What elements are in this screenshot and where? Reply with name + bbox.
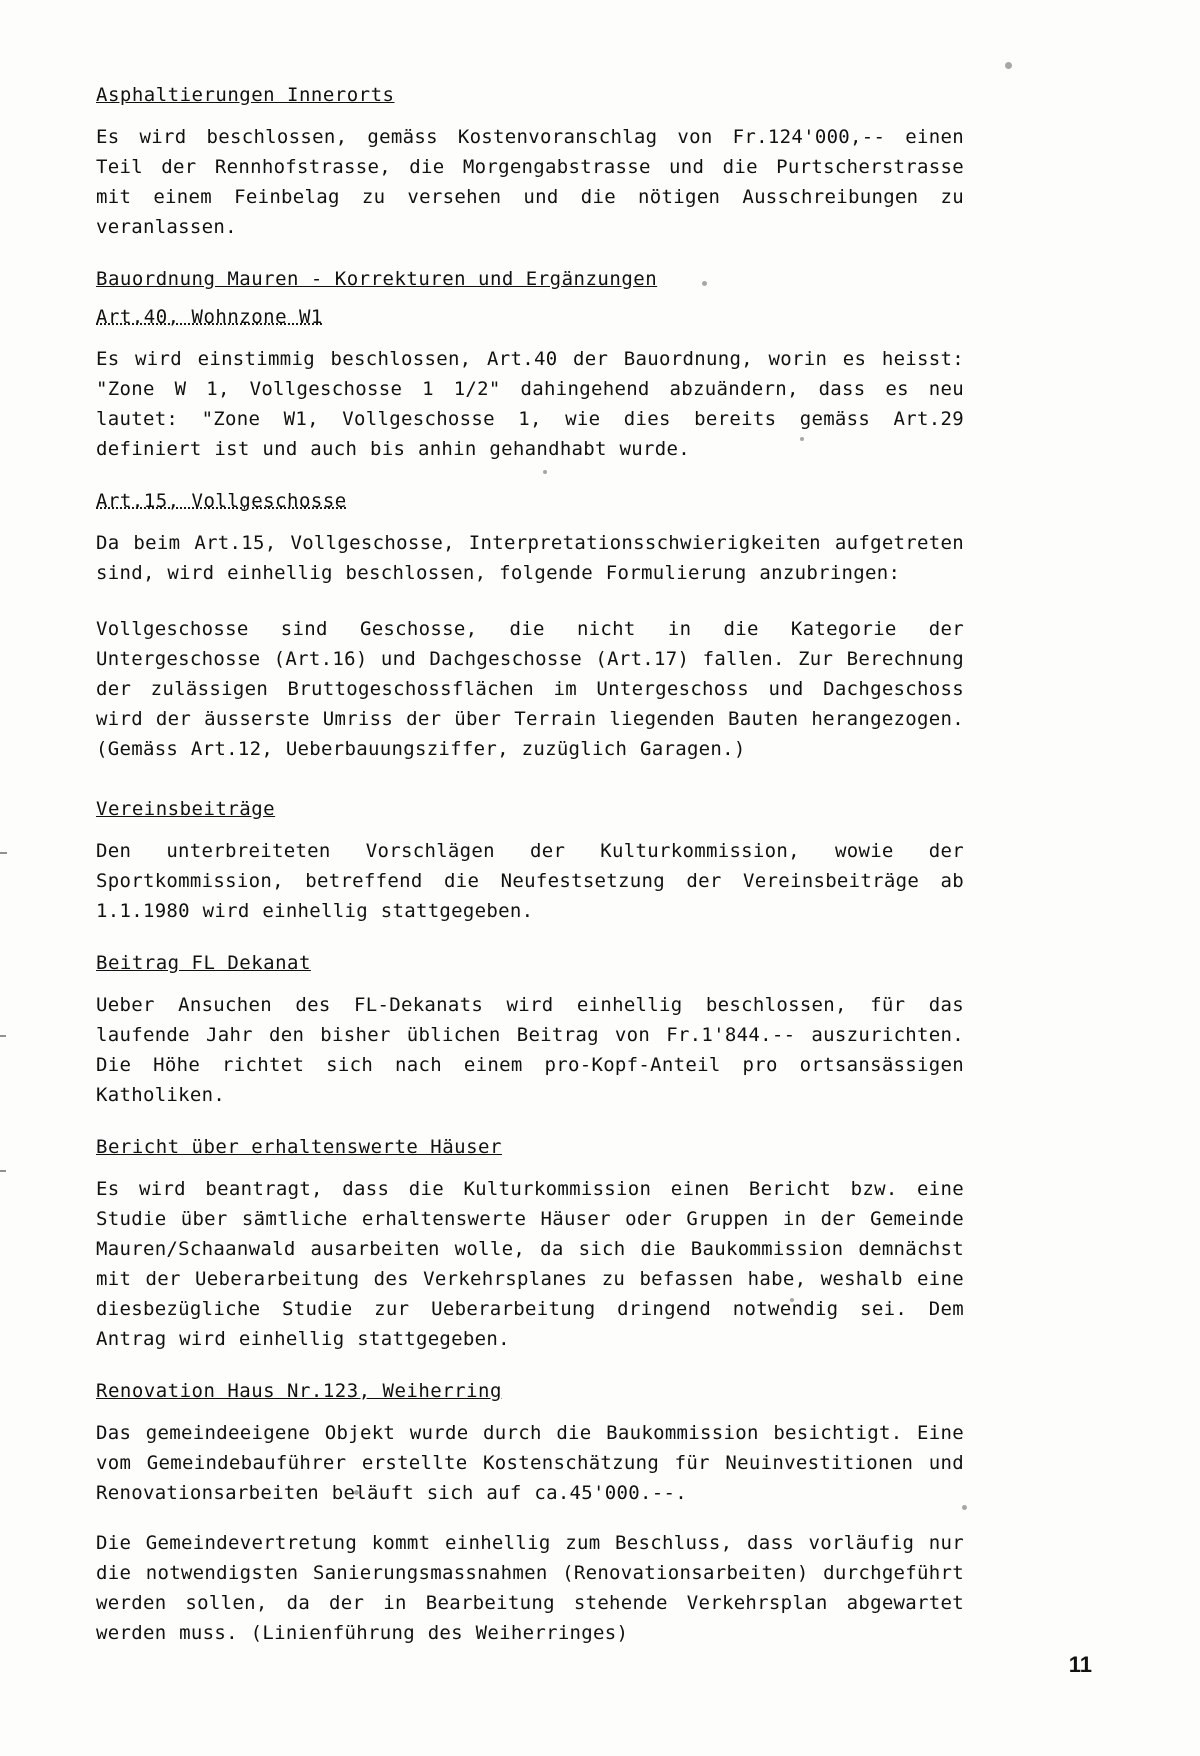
paragraph: Es wird einstimmig beschlossen, Art.40 der Bauordnung, worin es heisst: "Zone W 1, Vollgeschosse 1 1/2" dahingehend abzuändern, dass es neu lautet: "Zone W1, Vollgeschosse 1, wie dies bereits gemäss Art.29 definiert ist und auch bis anhin gehandhabt wurde. (96, 348, 964, 460)
section-heading-art15 (96, 490, 964, 512)
heading-text: Renovation Haus Nr.123, Weiherring (96, 1380, 502, 1402)
document-body (96, 84, 964, 1674)
section-heading-art40 (96, 306, 964, 328)
heading-text: Bauordnung Mauren - Korrekturen und Ergänzungen (96, 268, 658, 290)
heading-text: Art.40, Wohnzone W1 (96, 306, 323, 328)
section-heading-asphaltierungen (96, 84, 964, 106)
scan-edge-mark (0, 1035, 6, 1037)
scan-speck (1005, 62, 1012, 69)
paragraph: Das gemeindeeigene Objekt wurde durch die Baukommission besichtigt. Eine vom Gemeindebauführer erstellte Kostenschätzung für Neuinvestitionen und Renovationsarbeiten beläuft sich auf ca.45'000.--. (96, 1422, 964, 1504)
section-heading-renovation-haus-123 (96, 1380, 964, 1402)
paragraph: Es wird beschlossen, gemäss Kostenvoranschlag von Fr.124'000,-- einen Teil der Rennhofstrasse, die Morgengabstrasse und die Purtscherstrasse mit einem Feinbelag zu versehen und die nötigen Ausschreibungen zu veranlassen. (96, 126, 964, 238)
section-heading-beitrag-fl-dekanat (96, 952, 964, 974)
paragraph: Da beim Art.15, Vollgeschosse, Interpretationsschwierigkeiten aufgetreten sind, wird einhellig beschlossen, folgende Formulierung anzubringen: (96, 532, 964, 584)
heading-text: Bericht über erhaltenswerte Häuser (96, 1136, 502, 1158)
heading-text: Vereinsbeiträge (96, 798, 276, 820)
heading-text: Asphaltierungen Innerorts (96, 84, 395, 106)
page-number: 11 (1068, 1652, 1092, 1677)
heading-text: Beitrag FL Dekanat (96, 952, 311, 974)
paragraph: Es wird beantragt, dass die Kulturkommission einen Bericht bzw. eine Studie über sämtliche erhaltenswerte Häuser oder Gruppen in der Gemeinde Mauren/Schaanwald ausarbeiten wolle, da sich die Baukommission demnächst mit der Ueberarbeitung des Verkehrsplanes zu befassen habe, weshalb eine diesbezügliche Studie zur Ueberarbeitung dringend notwendig sei. Dem Antrag wird einhellig stattgegeben. (96, 1178, 964, 1350)
heading-text: Art.15, Vollgeschosse (96, 490, 347, 512)
paragraph: Den unterbreiteten Vorschlägen der Kulturkommission, wowie der Sportkommission, betreffend die Neufestsetzung der Vereinsbeiträge ab 1.1.1980 wird einhellig stattgegeben. (96, 840, 964, 922)
paragraph: Die Gemeindevertretung kommt einhellig zum Beschluss, dass vorläufig nur die notwendigsten Sanierungsmassnahmen (Renovationsarbeiten) durchgeführt werden sollen, da der in Bearbeitung stehende Verkehrsplan abgewartet werden muss. (Linienführung des Weiherringes) (96, 1532, 964, 1644)
section-heading-bauordnung (96, 268, 964, 290)
section-heading-vereinsbeitraege (96, 798, 964, 820)
section-heading-bericht-haeuser (96, 1136, 964, 1158)
paragraph: Vollgeschosse sind Geschosse, die nicht in die Kategorie der Untergeschosse (Art.16) und Dachgeschosse (Art.17) fallen. Zur Berechnung der zulässigen Bruttogeschossflächen im Untergeschoss und Dachgeschoss wird der äusserste Umriss der über Terrain liegenden Bauten herangezogen. (Gemäss Art.12, Ueberbauungsziffer, zuzüglich Garagen.) (96, 618, 964, 760)
scan-edge-mark (0, 852, 7, 854)
scan-edge-mark (0, 1170, 6, 1172)
paragraph: Ueber Ansuchen des FL-Dekanats wird einhellig beschlossen, für das laufende Jahr den bisher üblichen Beitrag von Fr.1'844.-- auszurichten. Die Höhe richtet sich nach einem pro-Kopf-Anteil pro ortsansässigen Katholiken. (96, 994, 964, 1106)
